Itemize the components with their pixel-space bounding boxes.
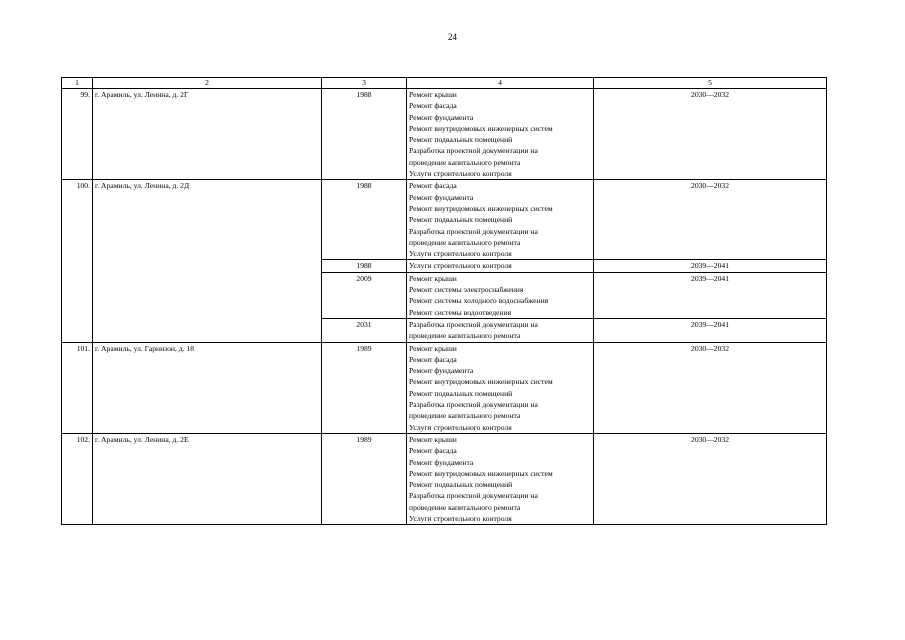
work-item: Разработка проектной документации на — [409, 400, 538, 410]
row-number: 99. — [62, 89, 93, 180]
work-item: проведение капитального ремонта — [409, 411, 521, 421]
row-number: 101. — [62, 342, 93, 433]
year-cell: 1988 — [322, 89, 407, 180]
work-item: Услуги строительного контроля — [409, 513, 512, 523]
header-col-1: 1 — [62, 78, 93, 89]
works-cell — [407, 260, 594, 272]
works-cell — [407, 89, 594, 180]
work-item: Ремонт крыши — [409, 90, 457, 99]
work-item: проведение капитального ремонта — [409, 331, 521, 341]
work-item: Ремонт фасада — [409, 101, 457, 111]
work-item: Ремонт фасада — [409, 181, 457, 191]
header-col-5: 5 — [594, 78, 827, 89]
work-item: Ремонт фасада — [409, 446, 457, 456]
address-cell: г. Арамиль, ул. Гарнизон, д. 18 — [93, 342, 322, 433]
work-item: проведение капитального ремонта — [409, 237, 521, 247]
row-number: 100. — [62, 180, 93, 342]
work-item: Ремонт внутридомовых инженерных систем — [409, 377, 553, 387]
work-item: Разработка проектной документации на — [409, 491, 538, 501]
work-item: Услуги строительного контроля — [409, 249, 512, 259]
header-col-4: 4 — [407, 78, 594, 89]
work-item: Услуги строительного контроля — [409, 261, 512, 271]
works-cell — [407, 433, 594, 524]
year-cell: 1989 — [322, 433, 407, 524]
work-item: Ремонт подвальных помещений — [409, 388, 513, 398]
work-item: Ремонт крыши — [409, 273, 457, 283]
period-cell: 2030—2032 — [594, 433, 827, 524]
work-item: Ремонт фундамента — [409, 457, 474, 467]
period-cell: 2030—2032 — [594, 180, 827, 260]
work-item: проведение капитального ремонта — [409, 157, 521, 167]
work-item: Ремонт подвальных помещений — [409, 480, 513, 490]
work-item: Разработка проектной документации на — [409, 319, 538, 329]
work-item: Ремонт фундамента — [409, 366, 474, 376]
header-col-2: 2 — [93, 78, 322, 89]
work-item: Ремонт крыши — [409, 343, 457, 353]
period-cell: 2039—2041 — [594, 260, 827, 272]
work-item: Разработка проектной документации на — [409, 226, 538, 236]
work-item: Ремонт подвальных помещений — [409, 135, 513, 145]
work-item: Ремонт системы холодного водоснабжения — [409, 296, 549, 306]
works-cell — [407, 272, 594, 318]
work-item: Ремонт внутридомовых инженерных систем — [409, 203, 553, 213]
work-item: Ремонт фасада — [409, 354, 457, 364]
address-cell: г. Арамиль, ул. Ленина, д. 2Д — [93, 180, 322, 342]
work-item: Ремонт внутридомовых инженерных систем — [409, 468, 553, 478]
year-cell: 1988 — [322, 260, 407, 272]
address-cell: г. Арамиль, ул. Ленина, д. 2Г — [93, 89, 322, 180]
capital-repair-table — [61, 77, 827, 525]
period-cell: 2030—2032 — [594, 89, 827, 180]
works-cell — [407, 180, 594, 260]
work-item: Услуги строительного контроля — [409, 422, 512, 432]
row-number: 102. — [62, 433, 93, 524]
works-cell — [407, 318, 594, 342]
year-cell: 1989 — [322, 342, 407, 433]
header-col-3: 3 — [322, 78, 407, 89]
table-row — [62, 342, 827, 433]
period-cell: 2030—2032 — [594, 342, 827, 433]
year-cell: 1988 — [322, 180, 407, 260]
year-cell: 2031 — [322, 318, 407, 342]
address-cell: г. Арамиль, ул. Ленина, д. 2Е — [93, 433, 322, 524]
work-item: Ремонт системы водоотведения — [409, 307, 512, 317]
period-cell: 2039—2041 — [594, 272, 827, 318]
page-number: 24 — [448, 32, 457, 42]
work-item: Ремонт крыши — [409, 434, 457, 444]
table-row — [62, 433, 827, 524]
work-item: Услуги строительного контроля — [409, 169, 512, 179]
period-cell: 2039—2041 — [594, 318, 827, 342]
work-item: Ремонт внутридомовых инженерных систем — [409, 123, 553, 133]
works-cell — [407, 342, 594, 433]
table-row — [62, 180, 827, 260]
work-item: Ремонт подвальных помещений — [409, 215, 513, 225]
work-item: Ремонт системы электроснабжения — [409, 285, 524, 295]
table-row — [62, 89, 827, 180]
work-item: Ремонт фундамента — [409, 112, 474, 122]
header-row — [62, 78, 827, 89]
work-item: Ремонт фундамента — [409, 192, 474, 202]
year-cell: 2009 — [322, 272, 407, 318]
work-item: Разработка проектной документации на — [409, 146, 538, 156]
work-item: проведение капитального ремонта — [409, 502, 521, 512]
